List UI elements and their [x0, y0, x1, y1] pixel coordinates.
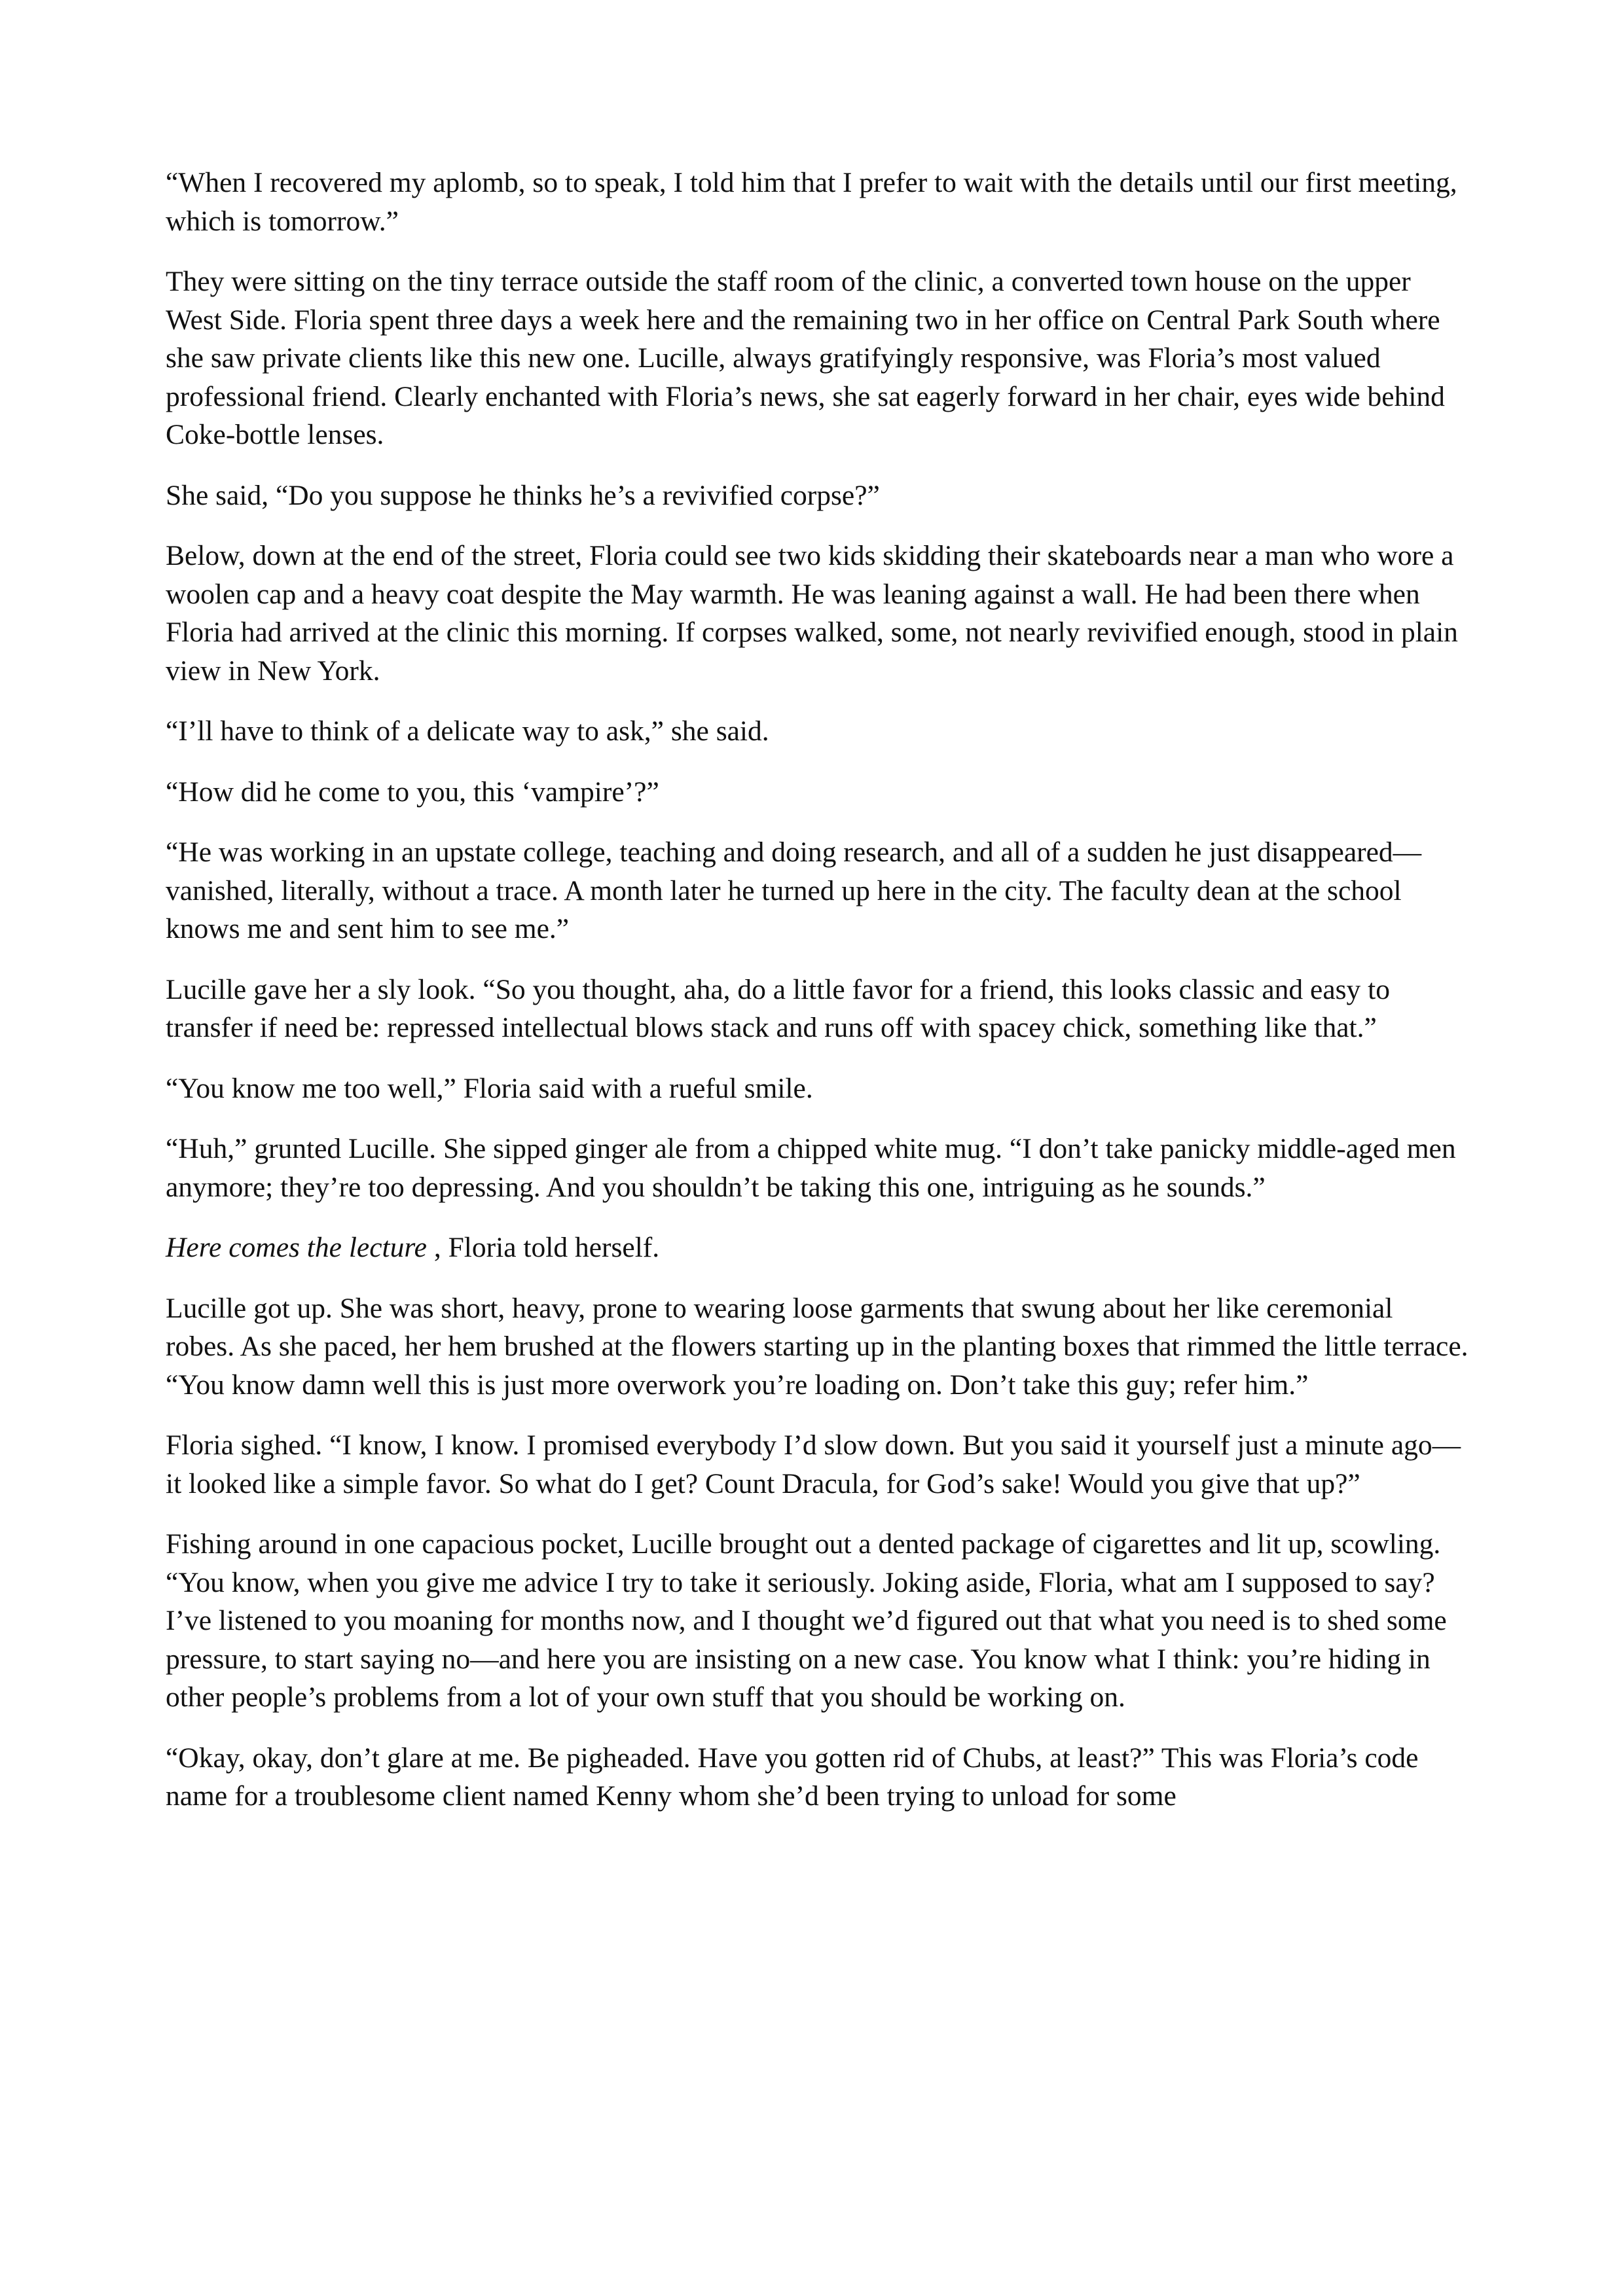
paragraph-6: “How did he come to you, this ‘vampire’?” — [166, 776, 659, 808]
paragraph-3: She said, “Do you suppose he thinks he’s a revivified corpse?” — [166, 479, 880, 511]
paragraph-9: “You know me too well,” Floria said with a rueful smile. — [166, 1072, 813, 1104]
paragraph-4: Below, down at the end of the street, Floria could see two kids skidding their skateboards near a man who wore a woolen cap and a heavy coat despite the May warmth. He was leaning against a wall. He had been there when Floria had arrived at the clinic this morning. If corpses walked, some, not nearly revivified enough, stood in plain view in New York. — [166, 540, 1458, 687]
paragraph-8: Lucille gave her a sly look. “So you thought, aha, do a little favor for a friend, this looks classic and easy to transfer if need be: repressed intellectual blows stack and runs off with spacey chick, something like that.” — [166, 973, 1391, 1043]
paragraph-14: Fishing around in one capacious pocket, Lucille brought out a dented package of cigarettes and lit up, scowling. “You know, when you give me advice I try to take it seriously. Joking aside, Floria, what am I supposed to say? I’ve listened to you moaning for months now, and I thought we’d figured out that what you need is to shed some pressure, to start saying no—and here you are insisting on a new case. You know what I think: you’re hiding in other people’s problems from a lot of your own stuff that you should be working on. — [166, 1528, 1447, 1713]
paragraph-1: “When I recovered my aplomb, so to speak, I told him that I prefer to wait with the details until our first meeting, which is tomorrow.” — [166, 167, 1457, 237]
paragraph-5: “I’ll have to think of a delicate way to ask,” she said. — [166, 715, 769, 747]
paragraph-2: They were sitting on the tiny terrace outside the staff room of the clinic, a converted town house on the upper West Side. Floria spent three days a week here and the remaining two in her office on Central Park South where she saw private clients like this new one. Lucille, always gratifyingly responsive, was Floria’s most valued professional friend. Clearly enchanted with Floria’s news, she sat eagerly forward in her chair, eyes wide behind Coke-bottle lenses. — [166, 266, 1445, 450]
paragraph-11-rest: , Floria told herself. — [426, 1232, 660, 1263]
document-page — [166, 164, 1468, 1838]
paragraph-13: Floria sighed. “I know, I know. I promised everybody I’d slow down. But you said it yourself just a minute ago—it looked like a simple favor. So what do I get? Count Dracula, for God’s sake! Would you give that up?” — [166, 1429, 1461, 1499]
paragraph-12: Lucille got up. She was short, heavy, prone to wearing loose garments that swung about her like ceremonial robes. As she paced, her hem brushed at the flowers starting up in the planting boxes that rimmed the little terrace. “You know damn well this is just more overwork you’re loading on. Don’t take this guy; refer him.” — [166, 1292, 1468, 1401]
paragraph-10: “Huh,” grunted Lucille. She sipped ginger ale from a chipped white mug. “I don’t take panicky middle-aged men anymore; they’re too depressing. And you shouldn’t be taking this one, intriguing as he sounds.” — [166, 1133, 1456, 1203]
paragraph-15: “Okay, okay, don’t glare at me. Be pigheaded. Have you gotten rid of Chubs, at least?” This was Floria’s code name for a troublesome client named Kenny whom she’d been trying to unload for some — [166, 1742, 1419, 1812]
paragraph-11 — [166, 1229, 1468, 1267]
paragraph-7: “He was working in an upstate college, teaching and doing research, and all of a sudden he just disappeared—vanished, literally, without a trace. A month later he turned up here in the city. The faculty dean at the school knows me and sent him to see me.” — [166, 836, 1422, 944]
italic-phrase: Here comes the lecture — [166, 1232, 427, 1263]
